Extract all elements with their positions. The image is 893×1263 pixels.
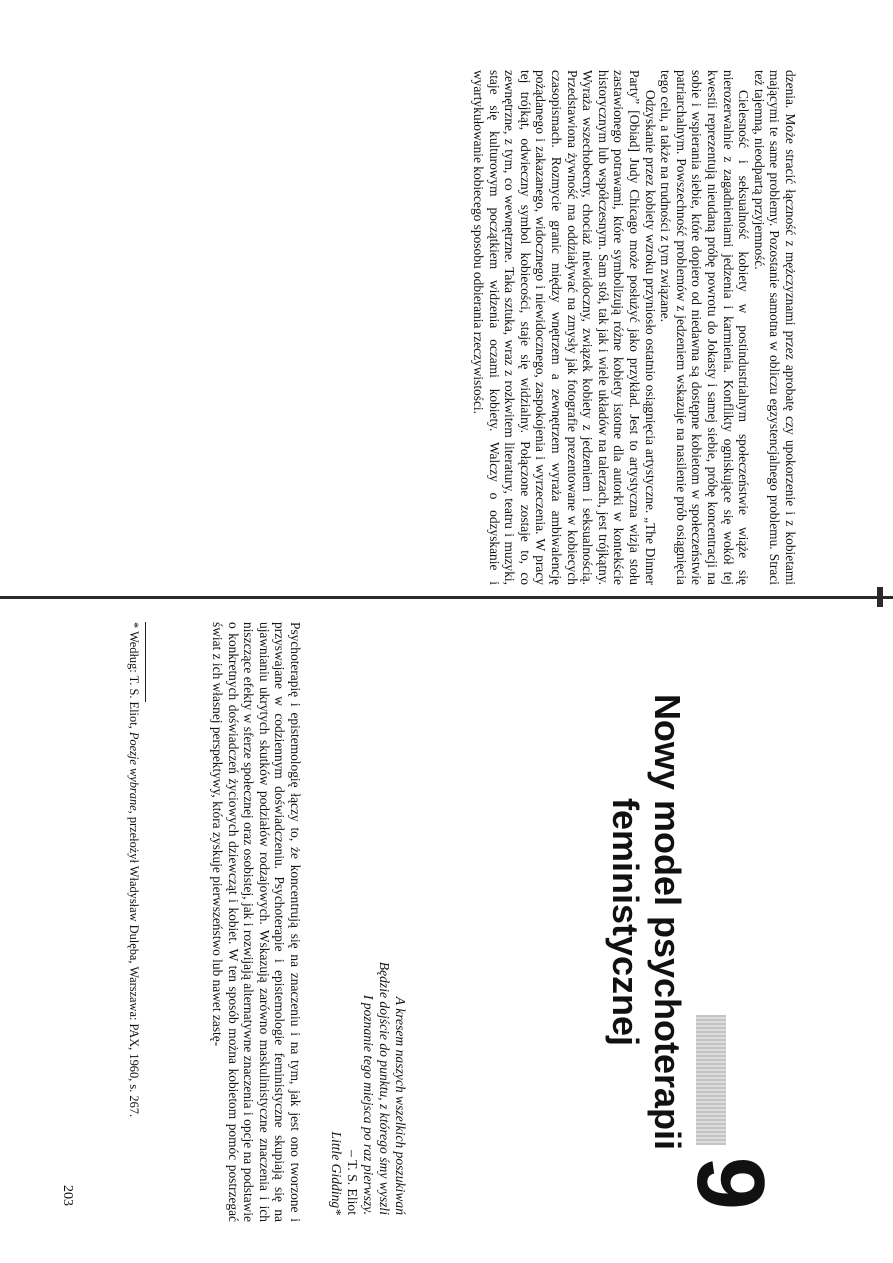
chapter-title-line: Nowy model psychoterapii	[647, 693, 688, 1151]
chapter-title-line: feministycznej	[605, 797, 646, 1047]
paragraph: Cielesność i seksualność kobiety w postindustrialnym społeczeństwie wiąże się nierozerwalnie z zagadnieniami jedzenia i karmienia. Konflikty ogniskujące się wokół tej kwestii reprezentują nieudaną próbę powrotu do Jokasty i samej siebie, próbę koncentracji na sobie i wspierania siebie, które dopiero od niedawna są dostępne kobietom w społeczeństwie patriarchalnym. Powszechność problemów z jedzeniem wskazuje na nasilenie prób osiągnięcia tego celu, a także na trudności z tym związane.	[658, 70, 752, 585]
epigraph-line: A kresem naszych wszelkich poszukiwań	[393, 996, 408, 1215]
epigraph-line: I poznanie tego miejsca po raz pierwszy.	[361, 994, 376, 1215]
footnote-suffix: , przełożył Władysław Dulęba, Warszawa: PAX, 1960, s. 267.	[127, 810, 141, 1118]
left-text-column	[471, 70, 798, 585]
chapter-title	[604, 622, 688, 1222]
footnote	[127, 622, 142, 1222]
page-number: 203	[60, 1185, 75, 1206]
paragraph: dzenia. Może stracić łączność z mężczyznami przez aprobatę czy upokorzenie i z kobietami mającymi te same problemy. Pozostanie samotna w obliczu egzystencjalnego problemu. Straci też tajemną, nieodpartą przyjemność.	[751, 70, 798, 585]
paragraph: Odzyskanie przez kobiety wzroku przyniosło ostatnio osiągnięcia artystyczne. „The Dinner Party” [Obiad] Judy Chicago może posłużyć jako przykład. Jest to artystyczna wizja stołu zastawionego potrawami, które symbolizują różne kobiety istotne dla autorki w kontekście historycznym lub współczesnym. Sam stół, tak jak i wiele układów na talerzach, jest trójkątny. Wyraża wszechobecny, chociaż niewidoczny, związek kobiety z jedzeniem i seksualnością. Przedstawiona żywność ma oddziaływać na zmysły jak fotografie prezentowane w kobiecych czasopismach. Rozmycie granic między wnętrzem a zewnętrzem wyraża ambiwalencję pożądanego i zakazanego, widocznego i niewidocznego, zaspokojenia i wyrzeczenia. W pracy tej trójkąt, odwieczny symbol kobiecości, staje się widzialny. Połączone zostaje to, co zewnętrzne, z tym, co wewnętrzne. Taka sztuka, wraz z rozkwitem literatury, teatru i muzyki, staje się kulturowym początkiem widzenia oczami kobiety. Walczy o odzyskanie i wyartykułowanie kobiecego sposobu odbierania rzeczywistości.	[471, 70, 658, 585]
epigraph	[328, 740, 408, 1215]
epigraph-author: – T. S. Eliot	[345, 1150, 360, 1215]
right-text-column	[209, 622, 303, 1222]
footnote-title: Poezje wybrane	[127, 731, 141, 811]
footnote-prefix: * Według: T. S. Eliot,	[127, 622, 141, 732]
paragraph: Psychoterapię i epistemologię łączy to, że koncentrują się na znaczeniu i na tym, jak jest ono tworzone i przyswajane w codziennym doświadczeniu. Psychoterapie i epistemologie feministyczne skupiają się na ujawnianiu ukrytych skutków podziałów rodzajowych. Wskazują zarówno maskulinistyczne znaczenia i ich niszczące efekty w sferze społecznej oraz osobistej, jak i rozwijają alternatywne znaczenia i opcje na podstawie o konkretnych doświadczeń życiowych dziewcząt i kobiet. W ten sposób można kobietom pomóc postrzegać świat z ich własnej perspektywy, która zyskuje pierwszeństwo lub nawet zastę-	[210, 622, 303, 1222]
epigraph-work: Little Gidding*	[329, 1131, 344, 1215]
epigraph-line: Będzie dojście do punktu, z którego śmy wyszli	[377, 961, 392, 1215]
chapter-number: 9	[677, 1156, 784, 1210]
divider-tick	[877, 587, 883, 607]
footnote-rule	[145, 622, 146, 702]
page-divider	[0, 596, 893, 599]
